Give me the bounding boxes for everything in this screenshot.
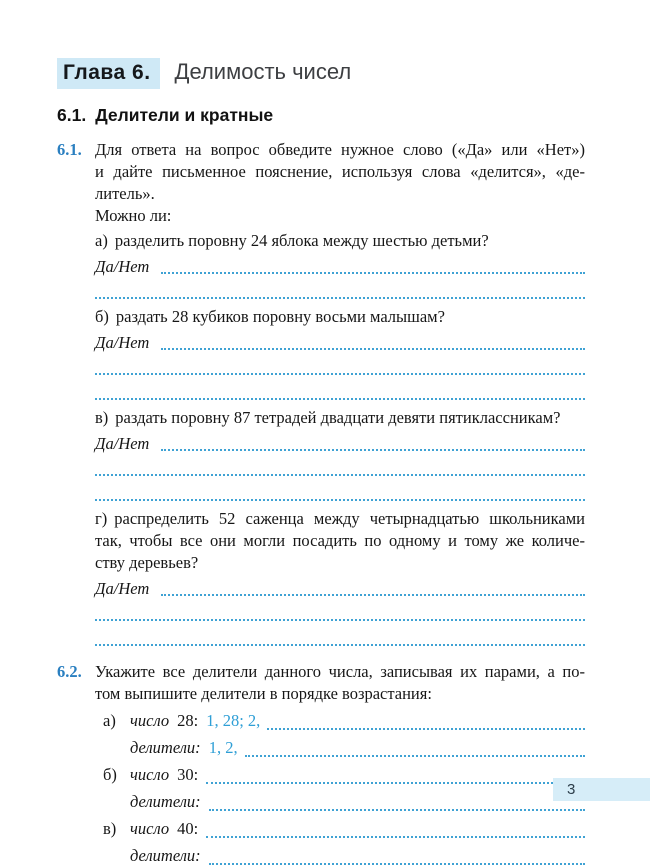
item-a-divisors-label: делители: (130, 738, 201, 757)
item-b-word: число (130, 765, 170, 784)
yes-no-label: Да/Нет (95, 434, 150, 453)
chapter-title: Делимость чисел (174, 59, 352, 84)
item-b-divisors-label: делители: (130, 792, 201, 811)
question-v-yes-no-row (95, 433, 585, 455)
question-a-yes-no-row (95, 256, 585, 278)
task-6-2-number: 6.2. (57, 662, 82, 681)
item-v-divisors-label: делители: (130, 846, 201, 865)
item-a-word: число (130, 711, 170, 730)
yes-no-label: Да/Нет (95, 257, 150, 276)
item-a-num: 28: (177, 711, 199, 730)
yes-no-label: Да/Нет (95, 579, 150, 598)
page-number: 3 (553, 778, 650, 801)
task-6-1-intro-line: литель». (95, 184, 155, 203)
item-v-num: 40: (177, 819, 199, 838)
answer-blank-line (206, 818, 585, 842)
answer-blank-line (95, 455, 585, 480)
item-b-divisors-row (95, 791, 585, 815)
question-g-text: г) распределить 52 саженца между четырнадцатью школьниками (95, 509, 585, 528)
item-a-divisors-answer: 1, 2, (208, 738, 238, 757)
question-b-yes-no-row (95, 332, 585, 354)
question-b-label: б) (95, 307, 109, 326)
answer-blank-line (95, 625, 585, 650)
question-g (95, 508, 585, 650)
section-title: Делители и кратные (95, 105, 274, 125)
answer-blank-line (95, 600, 585, 625)
question-b-text: б) раздать 28 кубиков поровну восьми малышам? (95, 307, 445, 326)
chapter-label: Глава 6. (57, 58, 160, 89)
item-b-label: б) (103, 765, 117, 784)
item-v-divisors-row (95, 845, 585, 865)
answer-blank-line (95, 480, 585, 505)
question-g-text: так, чтобы все они могли посадить по одному и тому же количе- (95, 531, 585, 550)
item-a-label: а) (103, 711, 116, 730)
question-g-label: г) (95, 509, 108, 528)
question-v-label: в) (95, 408, 109, 427)
section-number: 6.1. (57, 105, 87, 125)
question-a-text: а) разделить поровну 24 яблока между шестью детьми? (95, 231, 489, 250)
task-6-1-body (95, 139, 585, 650)
yes-no-label: Да/Нет (95, 333, 150, 352)
task-6-2-intro-line: том выпишите делители в порядке возрастания: (95, 684, 432, 703)
question-b (95, 306, 585, 404)
task-6-2 (57, 661, 585, 865)
section-heading (57, 105, 585, 126)
answer-blank-line (245, 737, 585, 761)
answer-blank-line (95, 278, 585, 303)
task-6-1-intro-line: Для ответа на вопрос обведите нужное слово («Да» или «Нет») (95, 140, 585, 159)
task-6-2-intro-line: Укажите все делители данного числа, записывая их парами, а по- (95, 662, 585, 681)
item-v-label: в) (103, 819, 117, 838)
item-b-num: 30: (177, 765, 199, 784)
question-v-text: в) раздать поровну 87 тетрадей двадцати девяти пятиклассникам? (95, 408, 561, 427)
answer-blank-line (95, 354, 585, 379)
question-g-text: ству деревьев? (95, 553, 199, 572)
answer-blank-line (161, 256, 585, 278)
answer-blank-line (161, 332, 585, 354)
item-a-divisors-row (95, 737, 585, 761)
task-6-1-intro-line: и дайте письменное пояснение, используя слова «делится», «де- (95, 162, 585, 181)
task-6-1-number: 6.1. (57, 140, 82, 159)
question-v (95, 407, 585, 505)
item-a-number-row (95, 710, 585, 734)
answer-blank-line (95, 379, 585, 404)
item-v-word: число (130, 819, 170, 838)
item-b-number-row (95, 764, 585, 788)
question-g-yes-no-row (95, 578, 585, 600)
answer-blank-line (206, 764, 585, 788)
answer-blank-line (161, 578, 585, 600)
question-a (95, 230, 585, 303)
item-v-number-row (95, 818, 585, 842)
task-6-1-prompt: Можно ли: (95, 206, 172, 225)
task-6-2-body (95, 661, 585, 865)
task-6-2-items (95, 710, 585, 865)
item-a-answer: 1, 28; 2, (206, 711, 261, 730)
answer-blank-line (209, 791, 585, 815)
question-a-label: а) (95, 231, 108, 250)
answer-blank-line (209, 845, 585, 865)
task-6-1 (57, 139, 585, 650)
answer-blank-line (267, 710, 585, 734)
chapter-header (57, 58, 585, 89)
answer-blank-line (161, 433, 585, 455)
